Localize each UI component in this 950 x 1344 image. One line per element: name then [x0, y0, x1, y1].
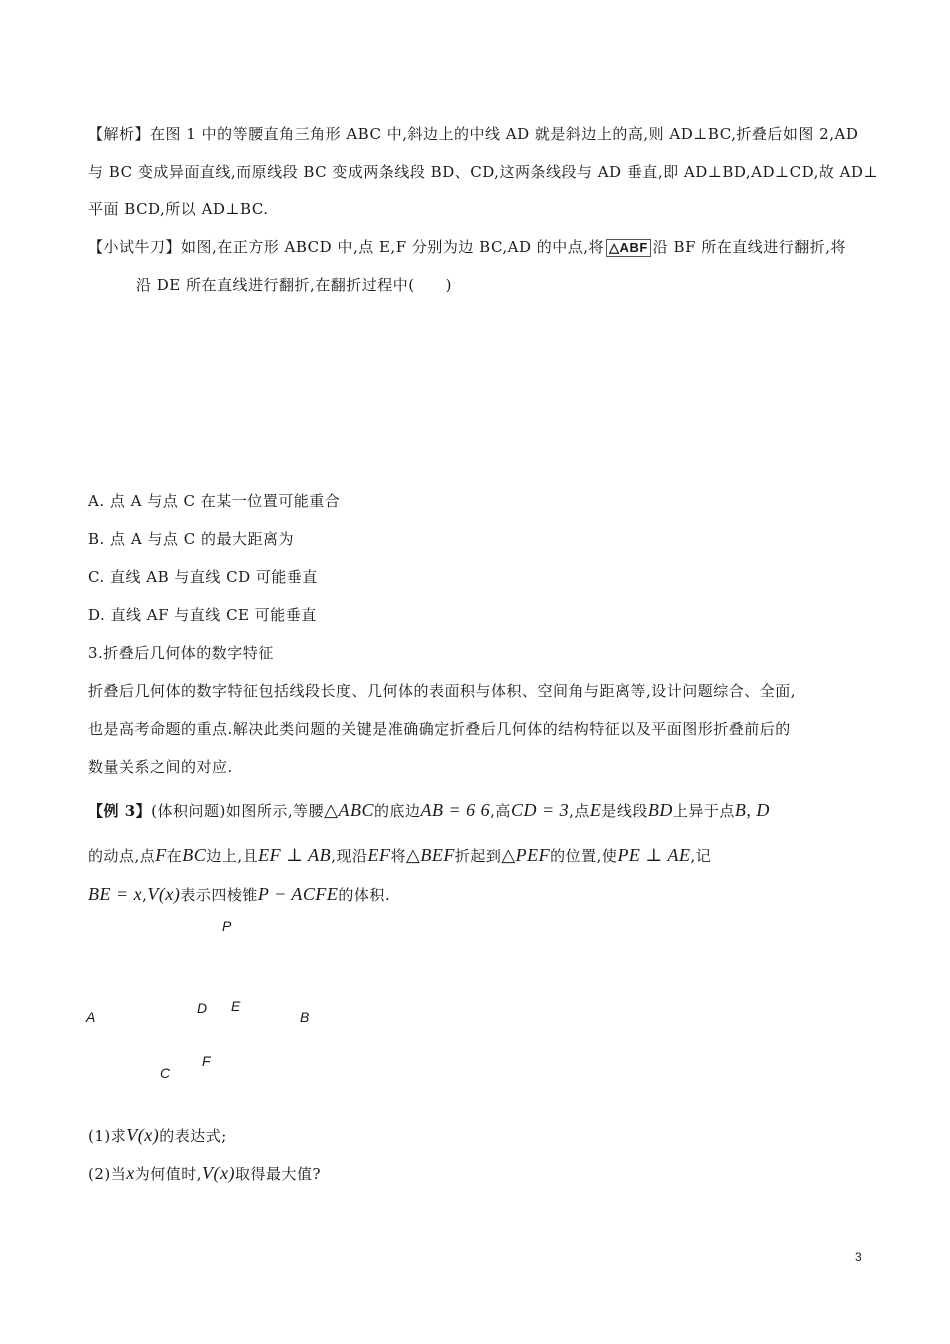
- example-line-2: [88, 845, 711, 866]
- math-ef: EF: [367, 845, 391, 865]
- example-text: ,记: [690, 847, 712, 865]
- question-2: [88, 1163, 321, 1184]
- example-text: ,: [142, 886, 148, 904]
- question-text: 为何值时,: [134, 1165, 203, 1183]
- trial-text-b: 沿 BF 所在直线进行翻折,将: [652, 238, 847, 256]
- trial-text-a: 【小试牛刀】如图,在正方形 ABCD 中,点 E,F 分别为边 BC,AD 的中点,将: [88, 238, 605, 256]
- math-bc: BC: [182, 845, 207, 865]
- math-bd: BD: [647, 800, 673, 820]
- math-triangle-abc: △ABC: [324, 800, 374, 820]
- question-text: 取得最大值?: [235, 1165, 322, 1183]
- question-1: [88, 1125, 227, 1146]
- example-text: 边上,且: [206, 847, 259, 865]
- example-line-3: [88, 884, 390, 905]
- trial-line-1: [88, 237, 846, 257]
- math-e: E: [589, 800, 602, 820]
- example-text: 是线段: [601, 802, 648, 820]
- math-p-acfe: P − ACFE: [257, 884, 339, 904]
- math-ef-perp-ab: EF ⊥ AB: [258, 845, 332, 865]
- math-triangle-bef: △BEF: [405, 845, 455, 865]
- analysis-line-2: 与 BC 变成异面直线,而原线段 BC 变成两条线段 BD、CD,这两条线段与 AD 垂直,即 AD⊥BD,AD⊥CD,故 AD⊥: [88, 163, 879, 181]
- section-title: 3.折叠后几何体的数字特征: [88, 644, 274, 662]
- example-text: 的动点,点: [88, 847, 156, 865]
- question-text: (2)当: [88, 1165, 127, 1183]
- example-text: ,点: [569, 802, 590, 820]
- example-text: 将: [390, 847, 406, 865]
- question-text: 的表达式;: [159, 1127, 227, 1145]
- question-text: (1)求: [88, 1127, 127, 1145]
- example-text: 的底边: [374, 802, 421, 820]
- math-x: x: [126, 1163, 135, 1183]
- example-line-1: [88, 800, 770, 821]
- math-b-d: B, D: [734, 800, 770, 820]
- example-text: (体积问题)如图所示,等腰: [151, 802, 325, 820]
- figure-label-p: P: [222, 918, 232, 934]
- example-text: 的体积.: [338, 886, 391, 904]
- trial-line-2: 沿 DE 所在直线进行翻折,在翻折过程中( ): [136, 276, 452, 294]
- section-para-2: 也是高考命题的重点.解决此类问题的关键是准确确定折叠后几何体的结构特征以及平面图形折叠前后的: [88, 720, 791, 738]
- section-para-1: 折叠后几何体的数字特征包括线段长度、几何体的表面积与体积、空间角与距离等,设计问题综合、全面,: [88, 682, 797, 700]
- math-be-x: BE = x: [88, 884, 143, 904]
- figure-label-f: F: [202, 1053, 211, 1069]
- math-f: F: [155, 845, 167, 865]
- figure-label-c: C: [160, 1065, 171, 1081]
- math-pe-perp-ae: PE ⊥ AE: [617, 845, 691, 865]
- example-text: ,高: [490, 802, 511, 820]
- option-c: C. 直线 AB 与直线 CD 可能垂直: [88, 568, 318, 586]
- option-a: A. 点 A 与点 C 在某一位置可能重合: [88, 492, 341, 510]
- math-cd-equation: CD = 3: [510, 800, 570, 820]
- math-vx: V(x): [147, 884, 181, 904]
- math-triangle-pef: △PEF: [501, 845, 551, 865]
- section-para-3: 数量关系之间的对应.: [88, 758, 233, 776]
- figure-label-b: B: [300, 1009, 310, 1025]
- example-text: ,现沿: [331, 847, 368, 865]
- example-text: 表示四棱锥: [180, 886, 258, 904]
- example-tag: 【例 3】: [88, 802, 152, 820]
- example-text: 折起到: [454, 847, 502, 865]
- math-ab-equation: AB = 6 6: [420, 800, 491, 820]
- example-text: 上异于点: [672, 802, 735, 820]
- option-d: D. 直线 AF 与直线 CE 可能垂直: [88, 606, 317, 624]
- figure-label-e: E: [231, 998, 241, 1014]
- math-vx: V(x): [126, 1125, 160, 1145]
- figure-label-d: D: [197, 1000, 208, 1016]
- analysis-line-3: 平面 BCD,所以 AD⊥BC.: [88, 200, 269, 218]
- option-b: B. 点 A 与点 C 的最大距离为: [88, 530, 294, 548]
- figure-label-a: A: [86, 1009, 96, 1025]
- example-text: 在: [166, 847, 183, 865]
- page-number: 3: [855, 1250, 862, 1264]
- math-vx: V(x): [202, 1163, 236, 1183]
- example-text: 的位置,使: [550, 847, 618, 865]
- analysis-line-1: 【解析】在图 1 中的等腰直角三角形 ABC 中,斜边上的中线 AD 就是斜边上的高,则 AD⊥BC,折叠后如图 2,AD: [88, 125, 859, 143]
- triangle-abf-box: △ABF: [606, 239, 651, 257]
